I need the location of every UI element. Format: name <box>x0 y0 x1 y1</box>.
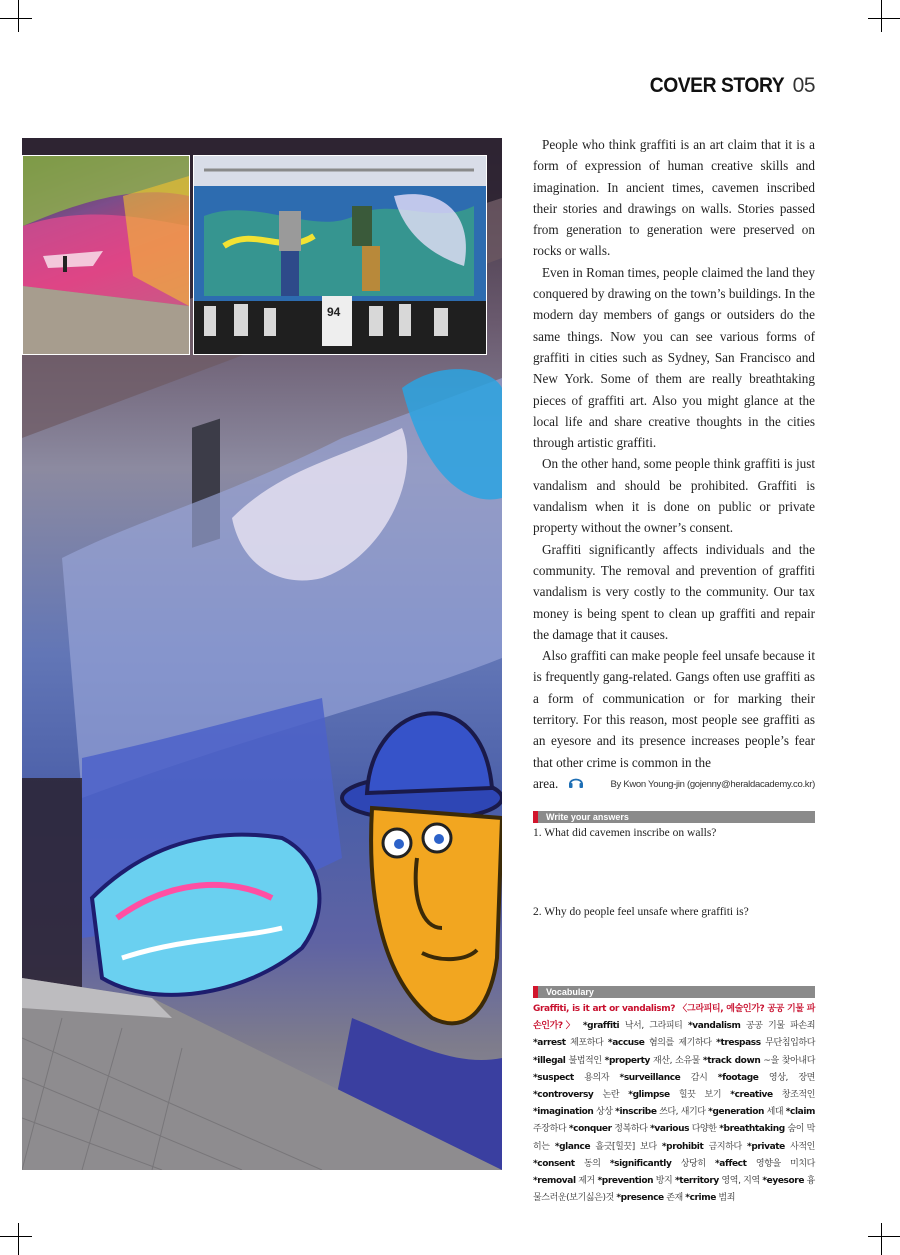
vocab-term: *track down <box>702 1055 761 1066</box>
vocab-definition: 세대 <box>766 1107 784 1118</box>
vocab-term: *eyesore <box>762 1176 805 1187</box>
vocab-term: *imagination <box>533 1107 594 1118</box>
accent-mark <box>533 986 538 998</box>
vocab-term: *removal <box>533 1176 576 1187</box>
vocab-term: *significantly <box>609 1158 672 1169</box>
vocab-definition: 흉물스러운(보기싫은)것 <box>533 1176 815 1204</box>
vocab-term: *prohibit <box>661 1141 704 1152</box>
section-title: COVER STORY <box>650 74 785 97</box>
crop-mark-br-h <box>868 1236 900 1237</box>
vocab-definition: 영향을 미치다 <box>755 1158 815 1169</box>
paragraph: People who think graffiti is an art claim that it is a form of expression of human creative skills and imagination. In ancient times, cavemen inscribed their stories and drawings on walls. Stories passed from generation to generation were preserved on rocks or walls. <box>533 137 815 259</box>
page-number: 05 <box>792 74 815 97</box>
vocab-term: *graffiti <box>582 1021 620 1032</box>
vocab-definition: 혐의를 제기하다 <box>648 1038 712 1049</box>
vocab-definition: 공공 기물 파손죄 <box>745 1021 815 1032</box>
vocab-term: *accuse <box>607 1038 645 1049</box>
vocab-term: *territory <box>674 1176 719 1187</box>
crop-mark-tl-v <box>18 0 19 32</box>
vocab-definition: 상당히 <box>680 1158 706 1169</box>
author-byline: By Kwon Young-jin (gojenny@heraldacademy.co.kr) <box>610 778 815 790</box>
crop-mark-tr-h <box>868 18 900 19</box>
vocab-term: *generation <box>708 1107 765 1118</box>
vocab-term: *glance <box>554 1141 591 1152</box>
paragraph: On the other hand, some people think graffiti is just vandalism and should be prohibited. Graffiti is vandalism when it is done on public or private property without the owner’s consent. <box>533 456 815 536</box>
vocab-term: *conquer <box>568 1124 612 1135</box>
vocab-definition: 체포하다 <box>570 1038 604 1049</box>
vocab-term: *creative <box>730 1090 773 1101</box>
vocab-term: *presence <box>616 1193 664 1204</box>
vocabulary-heading: Vocabulary <box>546 987 594 997</box>
vocab-definition: 동의 <box>583 1158 601 1169</box>
crop-mark-br-v <box>881 1223 882 1255</box>
answers-heading: Write your answers <box>546 812 629 822</box>
vocab-definition: 금지하다 <box>708 1141 742 1152</box>
vocab-term: *property <box>604 1055 650 1066</box>
vocab-definition: 용의자 <box>584 1072 610 1083</box>
vocabulary-lead: Graffiti, is it art or vandalism? 〈그라피티, 예술인가? 공공 기물 파손인가?〉 <box>533 1004 815 1032</box>
vocab-term: *private <box>747 1141 785 1152</box>
vocab-definition: 정복하다 <box>614 1124 648 1135</box>
vocab-definition: 방지 <box>655 1176 673 1187</box>
vocab-term: *surveillance <box>619 1072 681 1083</box>
vocab-definition: 재산, 소유물 <box>652 1055 700 1066</box>
vocab-term: *illegal <box>533 1055 566 1066</box>
answers-heading-bar <box>533 811 815 823</box>
paragraph: Graffiti significantly affects individuals and the community. The removal and prevention of graffiti vandalism is very costly to the community. Our tax money is being spent to clean up graffiti and repair the damage that it causes. <box>533 541 815 642</box>
vocab-term: *arrest <box>533 1038 566 1049</box>
vocab-term: *controversy <box>533 1090 594 1101</box>
vocab-term: *affect <box>714 1158 747 1169</box>
last-word: area. <box>533 775 559 791</box>
vocab-term: *inscribe <box>615 1107 657 1118</box>
vocab-definition: 불법적인 <box>568 1055 602 1066</box>
vocabulary-heading-bar <box>533 986 815 998</box>
vocab-definition: 창조적인 <box>781 1090 816 1101</box>
inset-tunnel-photo <box>22 155 190 355</box>
inset-mural-photo <box>193 155 487 355</box>
vocab-definition: 존재 <box>666 1193 683 1204</box>
vocab-term: *glimpse <box>628 1090 670 1101</box>
vocab-definition: 감시 <box>690 1072 708 1083</box>
vocab-term: *breathtaking <box>719 1124 785 1135</box>
vocab-definition: 무단침입하다 <box>765 1038 815 1049</box>
question-1: 1. What did cavemen inscribe on walls? <box>533 827 717 839</box>
vocab-term: *crime <box>685 1193 716 1204</box>
vocab-definition: 영역, 지역 <box>721 1176 760 1187</box>
vocab-definition: 숨이 막히는 <box>533 1124 815 1152</box>
vocab-term: *consent <box>533 1158 575 1169</box>
paragraph: Even in Roman times, people claimed the land they conquered by drawing on the town’s buildings. In the modern day members of gangs or outsiders do the same things. Now you can see various forms of graffiti in cities such as Sydney, San Francisco and New York. Some of them are really breathtaking pieces of graffiti art. Also you might glance at the local life and share creative thoughts in the cities through artistic graffiti. <box>533 264 815 451</box>
vocab-term: *various <box>650 1124 690 1135</box>
vocab-term: *vandalism <box>687 1021 741 1032</box>
vocab-term: *claim <box>785 1107 815 1118</box>
spray-can-label: 94 <box>327 305 341 319</box>
vocab-definition: 범죄 <box>718 1193 735 1204</box>
crop-mark-tl-h <box>0 18 32 19</box>
tunnel-illustration <box>23 156 189 354</box>
vocab-term: *footage <box>717 1072 759 1083</box>
vocab-definition: 사적인 <box>790 1141 815 1152</box>
vocabulary-list <box>533 1001 815 1207</box>
vocab-term: *trespass <box>716 1038 761 1049</box>
accent-mark <box>533 811 538 823</box>
vocab-definition: 영상, 장면 <box>768 1072 815 1083</box>
section-header <box>638 74 815 98</box>
crop-mark-bl-h <box>0 1236 32 1237</box>
headphones-icon[interactable] <box>568 774 584 795</box>
paragraph: Also graffiti can make people feel unsafe because it is frequently gang-related. Gangs often use graffiti as a form of communication or for marking their territory. For this reason, most people see graffiti as an eyesore and its presence increases people’s fear that other crime is common in the <box>533 648 815 770</box>
vocab-definition: 쓰다, 새기다 <box>659 1107 706 1118</box>
vocab-definition: 힐끗 보기 <box>678 1090 722 1101</box>
vocab-definition: ~을 찾아내다 <box>763 1055 815 1066</box>
vocab-definition: 제거 <box>578 1176 595 1187</box>
vocab-definition: 다양한 <box>691 1124 717 1135</box>
question-2: 2. Why do people feel unsafe where graffiti is? <box>533 906 749 918</box>
vocab-term: *suspect <box>533 1072 574 1083</box>
vocab-term: *prevention <box>597 1176 654 1187</box>
article-body <box>533 134 815 796</box>
crop-mark-tr-v <box>881 0 882 32</box>
vocab-definition: 상상 <box>596 1107 613 1118</box>
vocab-definition: 흘긋[힐끗] 보다 <box>595 1141 657 1152</box>
byline-row <box>533 773 815 796</box>
vocab-definition: 주장하다 <box>533 1124 567 1135</box>
vocab-definition: 낙서, 그라피티 <box>624 1021 683 1032</box>
vocab-definition: 논란 <box>602 1090 620 1101</box>
crop-mark-bl-v <box>18 1223 19 1255</box>
mural-illustration <box>194 156 486 354</box>
